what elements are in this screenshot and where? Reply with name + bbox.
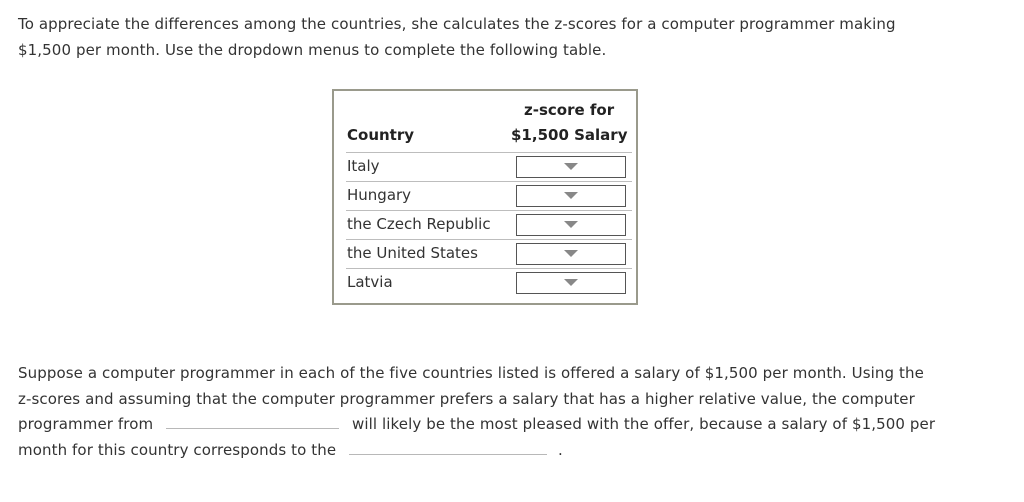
table-row <box>346 181 632 210</box>
instructions-line-2: $1,500 per month. Use the dropdown menus to complete the following table. <box>18 40 607 59</box>
country-name: Hungary <box>347 186 412 204</box>
question-fragment: programmer from <box>18 415 154 433</box>
zscore-dropdown-united-states[interactable] <box>516 243 626 265</box>
country-name: Italy <box>347 157 380 175</box>
dropdown-arrow-icon <box>564 250 578 257</box>
country-answer-dropdown[interactable] <box>166 414 339 429</box>
question-text <box>18 361 1018 463</box>
question-line-4 <box>18 438 1018 464</box>
instructions-line-1: To appreciate the differences among the countries, she calculates the z-scores for a computer programmer making <box>18 15 896 33</box>
zscore-dropdown-latvia[interactable] <box>516 272 626 294</box>
table-row <box>346 152 632 181</box>
row-divider <box>346 181 632 182</box>
country-name: the Czech Republic <box>347 215 491 233</box>
table-row <box>346 268 632 297</box>
zscore-header-line-2: $1,500 Salary <box>511 126 628 144</box>
row-divider <box>346 152 632 153</box>
table-row <box>346 239 632 268</box>
question-fragment: will likely be the most pleased with the offer, because a salary of $1,500 per <box>351 415 936 433</box>
question-line-1: Suppose a computer programmer in each of the five countries listed is offered a salary of $1,500 per month. Using the <box>18 364 924 382</box>
row-divider <box>346 268 632 269</box>
zscore-header-line-1: z-score for <box>524 101 615 119</box>
row-divider <box>346 210 632 211</box>
question-fragment: month for this country corresponds to the <box>18 440 337 459</box>
dropdown-arrow-icon <box>564 279 578 286</box>
country-name: the United States <box>347 244 478 262</box>
country-header: Country <box>347 126 415 144</box>
reason-answer-dropdown[interactable] <box>349 440 547 455</box>
dropdown-arrow-icon <box>564 192 578 199</box>
zscore-dropdown-italy[interactable] <box>516 156 626 178</box>
question-line-3 <box>18 412 1018 438</box>
dropdown-arrow-icon <box>564 163 578 170</box>
question-line-2: z-scores and assuming that the computer programmer prefers a salary that has a higher relative value, the computer <box>18 389 915 408</box>
country-name: Latvia <box>347 273 393 291</box>
zscore-dropdown-hungary[interactable] <box>516 185 626 207</box>
zscore-dropdown-czech-republic[interactable] <box>516 214 626 236</box>
table-row <box>346 210 632 239</box>
sentence-period: . <box>557 440 563 459</box>
zscore-table <box>332 89 638 305</box>
dropdown-arrow-icon <box>564 221 578 228</box>
instructions-text <box>18 12 978 63</box>
row-divider <box>346 239 632 240</box>
